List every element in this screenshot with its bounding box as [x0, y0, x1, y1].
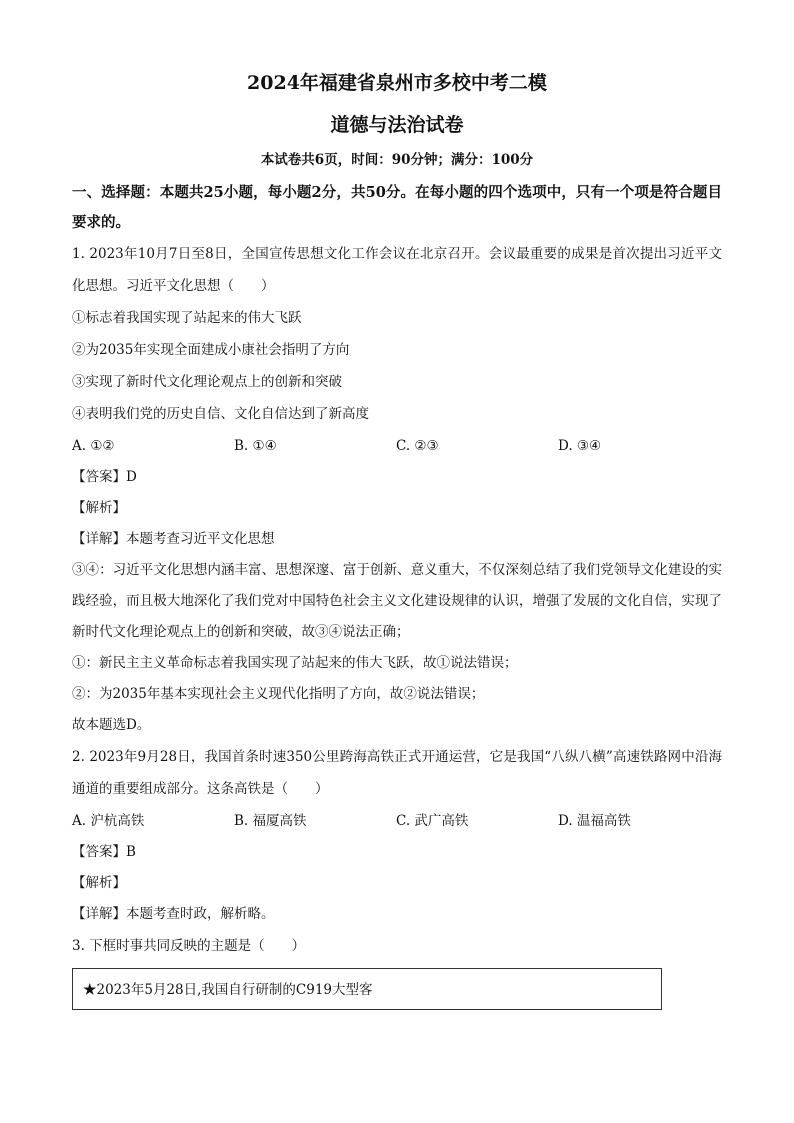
statement: ③实现了新时代文化理论观点上的创新和突破 [72, 374, 342, 390]
explanation: 故本题选D。 [72, 717, 151, 733]
statement: ②为2035年实现全面建成小康社会指明了方向 [72, 342, 350, 358]
option-a: A. ①② [72, 438, 115, 454]
explanation: ②：为2035年基本实现社会主义现代化指明了方向，故②说法错误； [72, 686, 485, 702]
section-heading: 一、选择题：本题共25小题，每小题2分，共50分。在每小题的四个选项中，只有一个项是符合题目要求的。 [72, 184, 722, 231]
news-box: ★2023年5月28日,我国自行研制的C919大型客 [72, 968, 662, 1010]
detail-tag: 【详解】本题考查习近平文化思想 [72, 531, 275, 547]
question-3 [72, 930, 722, 1010]
option-b: B. ①④ [234, 438, 277, 454]
answer-tag: 【答案】B [72, 844, 136, 860]
question-stem: 2. 2023年9月28日，我国首条时速350公里跨海高铁正式开通运营，它是我国“八纵八横”高速铁路网中沿海通道的重要组成部分。这条高铁是（ ） [72, 749, 722, 797]
statement: ①标志着我国实现了站起来的伟大飞跃 [72, 310, 302, 326]
option-c: C. 武广高铁 [396, 813, 469, 829]
exam-page [72, 70, 722, 1010]
explanation: ①：新民主主义革命标志着我国实现了站起来的伟大飞跃，故①说法错误； [72, 655, 518, 671]
options-row [72, 805, 722, 837]
analysis-tag: 【解析】 [72, 500, 126, 516]
detail-tag: 【详解】本题考查时政，解析略。 [72, 906, 275, 922]
option-d: D. ③④ [558, 438, 602, 454]
option-d: D. 温福高铁 [558, 813, 631, 829]
question-2 [72, 741, 722, 930]
analysis-tag: 【解析】 [72, 875, 126, 891]
statement: ④表明我们党的历史自信、文化自信达到了新高度 [72, 406, 369, 422]
explanation: ③④：习近平文化思想内涵丰富、思想深邃、富于创新、意义重大，不仅深刻总结了我们党领导文化建设的实践经验，而且极大地深化了我们党对中国特色社会主义文化建设规律的认识，增强了发展的文化自信，实现了新时代文化理论观点上的创新和突破，故③④说法正确； [72, 562, 722, 640]
exam-meta: 本试卷共6页，时间：90分钟；满分：100分 [260, 152, 534, 168]
option-b: B. 福厦高铁 [234, 813, 307, 829]
option-c: C. ②③ [396, 438, 439, 454]
options-row [72, 430, 722, 462]
page-title: 2024年福建省泉州市多校中考二模 [247, 72, 547, 94]
page-subtitle: 道德与法治试卷 [330, 114, 464, 136]
answer-tag: 【答案】D [72, 469, 137, 485]
question-stem: 3. 下框时事共同反映的主题是（ ） [72, 938, 306, 954]
option-a: A. 沪杭高铁 [72, 813, 145, 829]
question-1 [72, 238, 722, 741]
question-stem: 1. 2023年10月7日至8日，全国宣传思想文化工作会议在北京召开。会议最重要的成果是首次提出习近平文化思想。习近平文化思想（ ） [72, 246, 722, 294]
